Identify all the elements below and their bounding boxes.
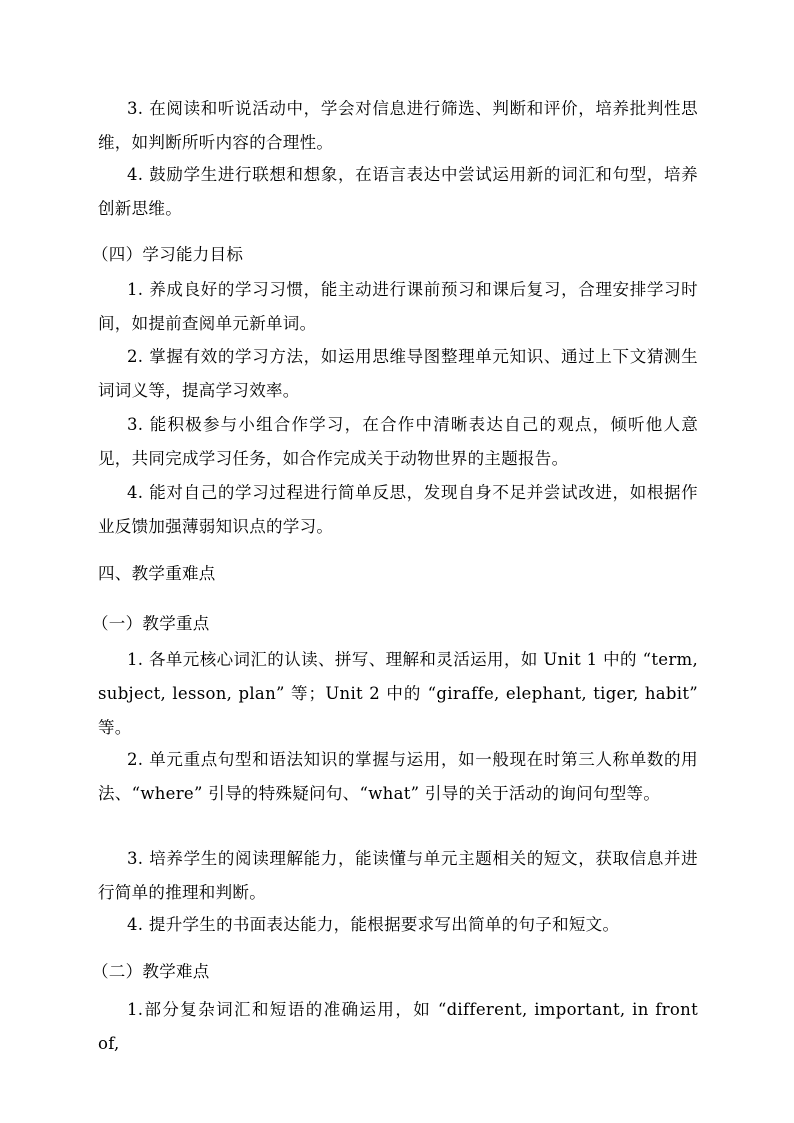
heading-section-four-key-difficult-points: 四、教学重难点 [98,564,216,583]
paragraph-group-cooperation-3: 3. 能积极参与小组合作学习，在合作中清晰表达自己的观点，倾听他人意见，共同完成学习任务，如合作完成关于动物世界的主题报告。 [98,415,698,468]
paragraph-complex-vocabulary-1: 1.部分复杂词汇和短语的准确运用，如 “different, important, in front of, [98,1000,698,1053]
heading-learning-ability-goals: （四）学习能力目标 [92,245,244,264]
paragraph-self-reflection-4: 4. 能对自己的学习过程进行简单反思，发现自身不足并尝试改进，如根据作业反馈加强薄弱知识点的学习。 [98,483,698,536]
paragraph-learning-methods-2: 2. 掌握有效的学习方法，如运用思维导图整理单元知识、通过上下文猜测生词词义等，提高学习效率。 [98,347,698,400]
heading-teaching-key-points: （一）教学重点 [92,614,210,633]
paragraph-critical-thinking-3: 3. 在阅读和听说活动中，学会对信息进行筛选、判断和评价，培养批判性思维，如判断所听内容的合理性。 [98,99,698,152]
paragraph-writing-ability-4: 4. 提升学生的书面表达能力，能根据要求写出简单的句子和短文。 [127,915,620,934]
paragraph-creative-thinking-4: 4. 鼓励学生进行联想和想象，在语言表达中尝试运用新的词汇和句型，培养创新思维。 [98,165,698,218]
paragraph-reading-comprehension-3: 3. 培养学生的阅读理解能力，能读懂与单元主题相关的短文，获取信息并进行简单的推理和判断。 [98,849,698,902]
heading-teaching-difficult-points: （二）教学难点 [92,962,210,981]
paragraph-core-vocabulary-1: 1. 各单元核心词汇的认读、拼写、理解和灵活运用，如 Unit 1 中的 “term, subject, lesson, plan” 等；Unit 2 中的 “giraffe, elephant, tiger, habit” 等。 [98,650,698,737]
paragraph-sentence-grammar-2: 2. 单元重点句型和语法知识的掌握与运用，如一般现在时第三人称单数的用法、“where” 引导的特殊疑问句、“what” 引导的关于活动的询问句型等。 [98,750,698,803]
paragraph-learning-habits-1: 1. 养成良好的学习习惯，能主动进行课前预习和课后复习，合理安排学习时间，如提前查阅单元新单词。 [98,280,698,333]
